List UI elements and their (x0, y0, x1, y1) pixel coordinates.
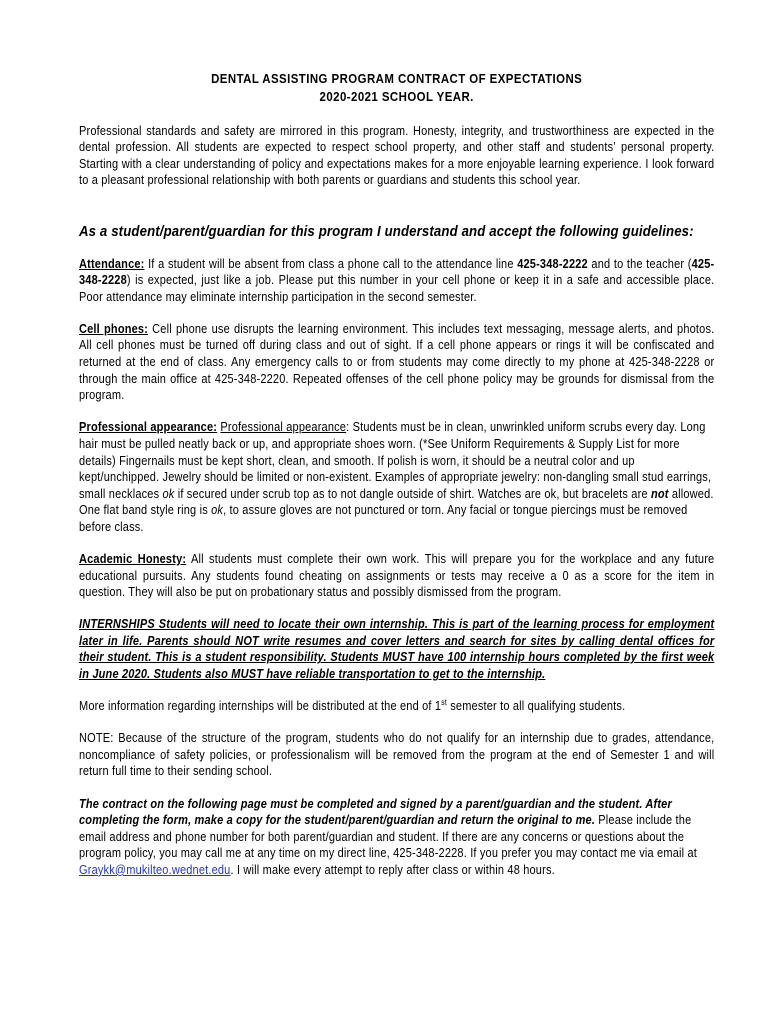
professional-appearance-label: Professional appearance: (79, 420, 218, 435)
cell-phones-paragraph (79, 321, 714, 404)
professional-appearance-sublabel: Professional appearance (220, 420, 347, 435)
attendance-text: If a student will be absent from class a phone call to the attendance line (144, 256, 518, 271)
contract-instructions-text-2: . I will make every attempt to reply after class or within 48 hours. (230, 862, 555, 877)
title-line-2: 2020-2021 SCHOOL YEAR. (319, 89, 474, 104)
contract-instructions-emphasis: The contract on the following page must be completed and signed by a parent/guardian and the student. After completing the form, make a copy for the student/parent/guardian and return the original to me. (79, 796, 672, 828)
academic-honesty-text: All students must complete their own work. This will prepare you for the workplace and any future educational pursuits. Any students found cheating on assignments or tests may receive a 0 as a score for the item in question. They will also be put on probationary status and possibly dismissed from the program. (79, 551, 715, 600)
emphasis-ok: ok (162, 486, 175, 501)
academic-honesty-label: Academic Honesty: (79, 551, 187, 566)
emphasis-ok-ring: ok (211, 503, 224, 518)
internships-notice: INTERNSHIPS Students will need to locate their own internship. This is part of the learning process for employment later in life. Parents should NOT write resumes and cover letters and search for sites by calling dental offices for their student. This is a student responsibility. Students MUST have 100 internship hours completed by the first week in June 2020. Students also MUST have reliable transportation to get to the internship. (79, 617, 715, 682)
contract-instructions-paragraph (79, 796, 714, 879)
attendance-label: Attendance: (79, 256, 145, 271)
document-title (79, 70, 714, 106)
guidelines-heading: As a student/parent/guardian for this program I understand and accept the following guidelines: (79, 222, 694, 240)
professional-appearance-paragraph (79, 419, 714, 535)
internship-info-paragraph (79, 698, 714, 715)
teacher-phone-number: 425-348-2228 (79, 256, 715, 288)
note-paragraph: NOTE: Because of the structure of the program, students who do not qualify for an internship due to grades, attendance, noncompliance of safety policies, or professionalism will be removed from the program at the end of Semester 1 and will return full time to their sending school. (79, 731, 715, 779)
attendance-text-2: and to the teacher ( (587, 256, 692, 271)
ordinal-superscript: st (441, 697, 447, 707)
attendance-paragraph (79, 256, 714, 306)
academic-honesty-paragraph (79, 551, 714, 601)
contract-instructions-text: Please include the email address and phone number for both parent/guardian and student. If there are any concerns or questions about the program policy, you may call me at any time on my direct line, 425-348-2228. If you prefer you may contact me via email at (79, 813, 697, 861)
document-body (79, 70, 714, 878)
cell-phones-text: Cell phone use disrupts the learning environment. This includes text messaging, message alerts, and photos. All cell phones must be turned off during class and out of sight. If a cell phone appears or rings it will be confiscated and returned at the end of class. Any emergency calls to or from students may come directly to my phone at 425-348-2228 or through the main office at 425-348-2220. Repeated offenses of the cell phone policy may be grounds for dismissal from the program. (79, 321, 715, 403)
emphasis-not: not (650, 486, 669, 501)
internship-info-text: More information regarding internships will be distributed at the end of 1 (79, 699, 442, 714)
cell-phones-label: Cell phones: (79, 321, 149, 336)
professional-appearance-text-4: , to assure gloves are not punctured or torn. Any facial or tongue piercings must be removed before class. (79, 503, 688, 534)
attendance-text-3: ) is expected, just like a job. Please put this number in your cell phone or keep it in a safe and accessible place. Poor attendance may eliminate internship participation in the second semester. (79, 273, 715, 304)
internship-info-text-2: semester to all qualifying students. (446, 699, 626, 714)
title-line-1: DENTAL ASSISTING PROGRAM CONTRACT OF EXPECTATIONS (211, 71, 583, 86)
professional-appearance-text-3: allowed. One flat band style ring is (79, 486, 714, 518)
professional-appearance-text-2: if secured under scrub top as to not dangle outside of shirt. Watches are ok, but bracelets are (174, 486, 651, 501)
attendance-line-number: 425-348-2222 (517, 256, 588, 271)
intro-paragraph: Professional standards and safety are mirrored in this program. Honesty, integrity, and trustworthiness are expected in the dental profession. All students are expected to respect school property, and other staff and students’ personal property. Starting with a clear understanding of policy and expectations makes for a more enjoyable learning experience. I look forward to a pleasant professional relationship with both parents or guardians and students this school year. (79, 123, 715, 188)
professional-appearance-text: : Students must be in clean, unwrinkled uniform scrubs every day. Long hair must be pulled neatly back or up, and appropriate shoes worn. (*See Uniform Requirements & Supply List for more details) Fingernails must be kept short, clean, and smooth. If polish is worn, it should be a neutral color and up kept/unchipped. Jewelry should be limited or non-existent. Examples of appropriate jewelry: non-dangling small stud earrings, small necklaces (79, 420, 712, 501)
email-link[interactable]: Graykk@mukilteo.wednet.edu (79, 862, 231, 877)
